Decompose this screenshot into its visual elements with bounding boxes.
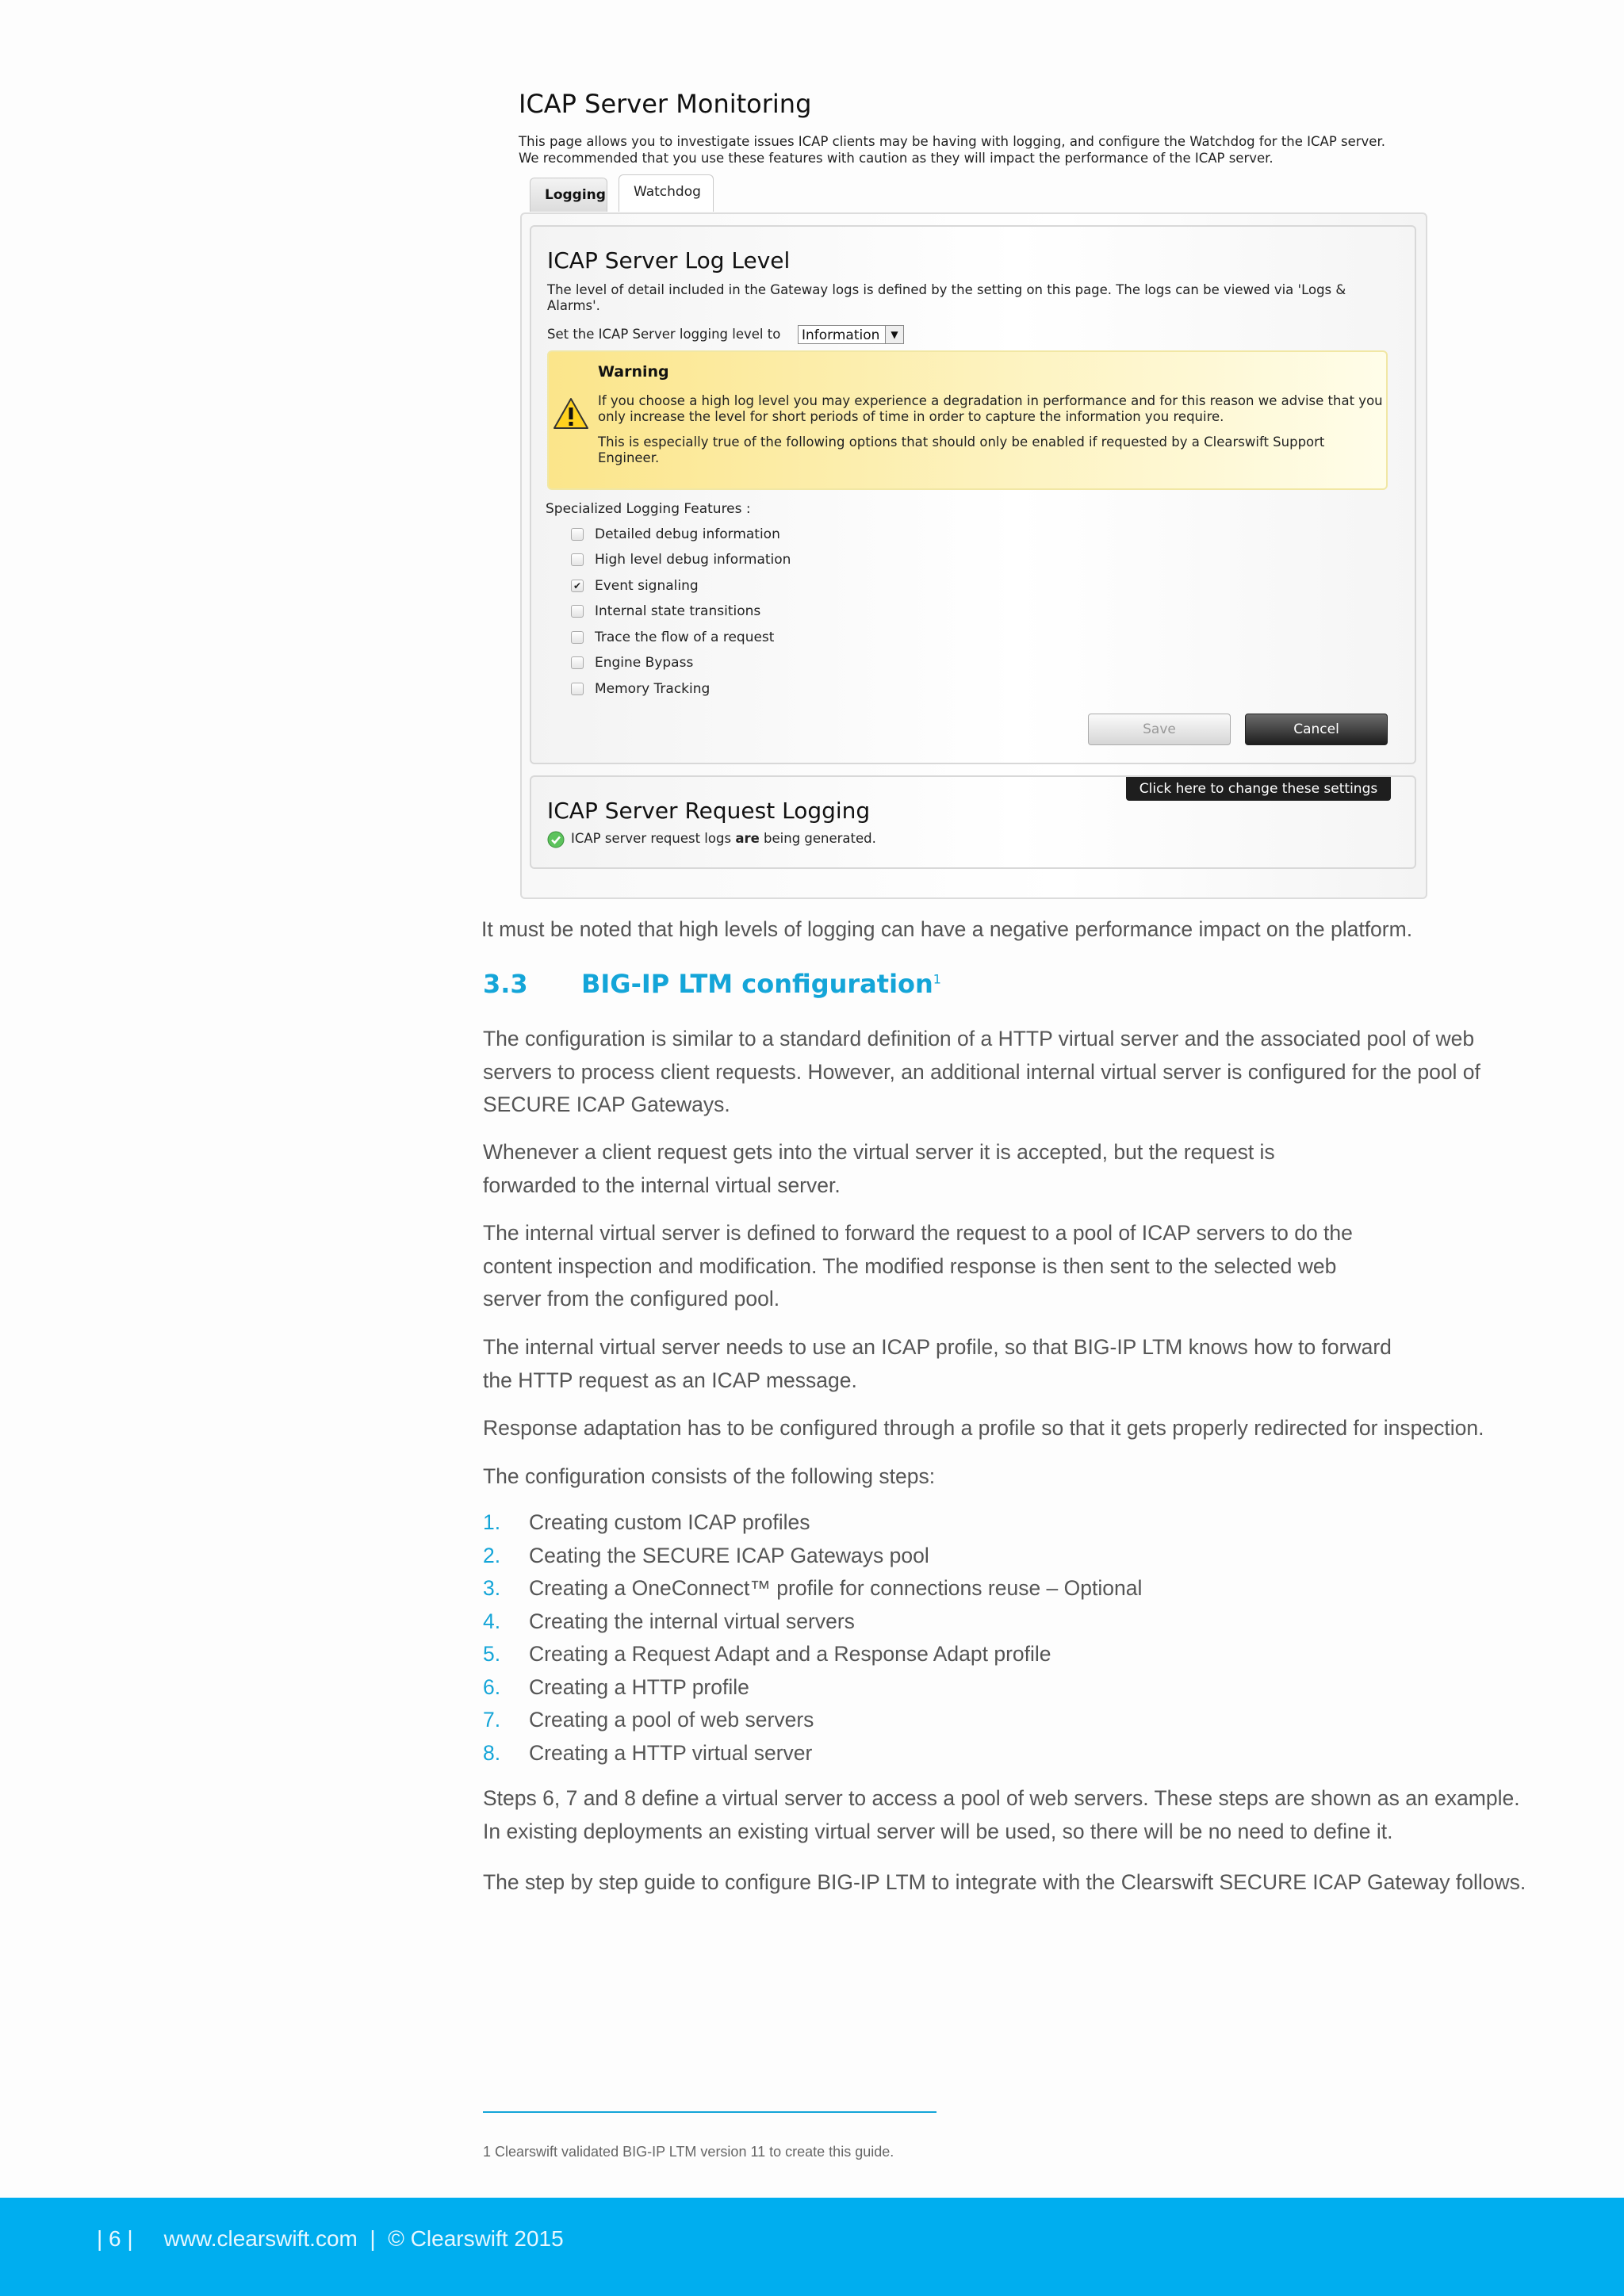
tab-logging[interactable]: Logging xyxy=(530,178,607,212)
feature-label: Memory Tracking xyxy=(595,681,710,697)
step-text: Creating the internal virtual servers xyxy=(529,1609,855,1633)
step-number: 2. xyxy=(483,1543,501,1567)
footnote: 1 Clearswift validated BIG-IP LTM version 11 to create this guide. xyxy=(483,2144,894,2160)
status-emphasis: are xyxy=(735,831,760,846)
checkbox[interactable] xyxy=(571,683,584,695)
checkbox-checked[interactable]: ✔ xyxy=(571,580,584,592)
cancel-button[interactable]: Cancel xyxy=(1245,714,1388,745)
feature-label: Trace the flow of a request xyxy=(595,629,775,645)
footer-text xyxy=(97,2226,564,2252)
page-description xyxy=(519,133,1438,166)
feature-label: Event signaling xyxy=(595,578,699,594)
warning-title: Warning xyxy=(598,363,669,381)
paragraph: Whenever a client request gets into the virtual server it is accepted, but the request is forwarded to the internal virtual server. xyxy=(483,1140,1275,1197)
dropdown-arrow-icon[interactable]: ▼ xyxy=(885,326,903,343)
step-number: 4. xyxy=(483,1609,501,1633)
page-footer xyxy=(0,2198,1624,2296)
step-number: 6. xyxy=(483,1674,501,1699)
step-text: Creating a pool of web servers xyxy=(529,1708,814,1732)
status-text: ICAP server request logs xyxy=(571,831,736,846)
checkbox[interactable] xyxy=(571,656,584,669)
paragraph: The step by step guide to configure BIG-IP LTM to integrate with the Clearswift SECURE ICAP Gateway follows. xyxy=(483,1870,1526,1894)
log-level-section xyxy=(530,225,1416,764)
request-logging-section xyxy=(530,775,1416,869)
description-line: This page allows you to investigate issues ICAP clients may be having with logging, and configure the Watchdog for the ICAP server. xyxy=(519,134,1385,149)
icap-monitoring-screenshot xyxy=(508,79,1443,904)
step-text: Creating custom ICAP profiles xyxy=(529,1510,810,1534)
step-number: 1. xyxy=(483,1510,501,1534)
footnote-divider xyxy=(483,2111,936,2113)
section-title-wrap xyxy=(581,969,941,999)
checkbox[interactable] xyxy=(571,553,584,566)
step-text: Creating a HTTP profile xyxy=(529,1674,749,1699)
paragraph: The internal virtual server is defined to forward the request to a pool of ICAP servers to do the content inspection and modification. The modified response is then sent to the selected web server from the configured pool. xyxy=(483,1221,1353,1311)
status-text: being generated. xyxy=(759,831,876,846)
request-logging-title: ICAP Server Request Logging xyxy=(547,798,871,824)
log-level-value: Information xyxy=(802,327,880,343)
checkbox[interactable] xyxy=(571,631,584,644)
performance-note: It must be noted that high levels of logging can have a negative performance impact on the platform. xyxy=(481,917,1413,941)
footer-copyright: © Clearswift 2015 xyxy=(388,2226,564,2251)
paragraph: The internal virtual server needs to use an ICAP profile, so that BIG-IP LTM knows how to forward the HTTP request as an ICAP message. xyxy=(483,1335,1392,1392)
feature-label: Detailed debug information xyxy=(595,526,780,542)
section-title: BIG-IP LTM configuration xyxy=(581,969,933,999)
page-number: | 6 | xyxy=(97,2226,133,2251)
feature-label: High level debug information xyxy=(595,552,791,568)
step-number: 8. xyxy=(483,1740,501,1765)
log-level-select[interactable] xyxy=(798,325,904,344)
log-level-label: Set the ICAP Server logging level to xyxy=(547,327,781,342)
paragraph: The configuration is similar to a standard definition of a HTTP virtual server and the associated pool of web servers to process client requests. However, an additional internal virtual server is configured for the pool of SECURE ICAP Gateways. xyxy=(483,1027,1480,1116)
warning-box xyxy=(547,350,1388,490)
step-number: 3. xyxy=(483,1576,501,1600)
step-text: Ceating the SECURE ICAP Gateways pool xyxy=(529,1543,929,1567)
request-logging-status xyxy=(571,831,876,847)
step-number: 7. xyxy=(483,1708,501,1732)
change-settings-button[interactable]: Click here to change these settings xyxy=(1126,777,1391,801)
step-number: 5. xyxy=(483,1642,501,1666)
checkbox[interactable] xyxy=(571,605,584,618)
tab-watchdog[interactable]: Watchdog xyxy=(619,174,714,212)
page-title: ICAP Server Monitoring xyxy=(519,89,812,119)
step-text: Creating a Request Adapt and a Response Adapt profile xyxy=(529,1642,1051,1666)
footnote-ref: 1 xyxy=(933,971,941,987)
checkbox[interactable] xyxy=(571,528,584,541)
step-text: Creating a OneConnect™ profile for connections reuse – Optional xyxy=(529,1576,1143,1600)
warning-icon xyxy=(552,396,590,431)
warning-text: This is especially true of the following options that should only be enabled if requested by a Clearswift Support Engineer. xyxy=(598,434,1325,465)
paragraph: Response adaptation has to be configured through a profile so that it gets properly redirected for inspection. xyxy=(483,1416,1484,1440)
log-level-title: ICAP Server Log Level xyxy=(547,247,791,274)
warning-text: If you choose a high log level you may experience a degradation in performance and for this reason we advise that you only increase the level for short periods of time in order to capture the information you require. xyxy=(598,393,1383,424)
check-circle-icon xyxy=(547,831,565,848)
log-level-description: The level of detail included in the Gateway logs is defined by the setting on this page. The logs can be viewed via 'Logs & Alarms'. xyxy=(547,282,1346,313)
footer-separator: | xyxy=(370,2226,376,2251)
save-button[interactable]: Save xyxy=(1088,714,1231,745)
description-line: We recommended that you use these features with caution as they will impact the performance of the ICAP server. xyxy=(519,151,1274,166)
paragraph: Steps 6, 7 and 8 define a virtual server to access a pool of web servers. These steps are shown as an example. In existing deployments an existing virtual server will be used, so there will be no need to define it. xyxy=(483,1786,1520,1843)
feature-label: Internal state transitions xyxy=(595,603,761,619)
features-heading: Specialized Logging Features : xyxy=(546,501,751,517)
section-number: 3.3 xyxy=(483,969,528,999)
step-text: Creating a HTTP virtual server xyxy=(529,1740,813,1765)
feature-label: Engine Bypass xyxy=(595,655,694,671)
footer-site-link[interactable]: www.clearswift.com xyxy=(163,2226,358,2251)
paragraph: The configuration consists of the following steps: xyxy=(483,1464,936,1488)
